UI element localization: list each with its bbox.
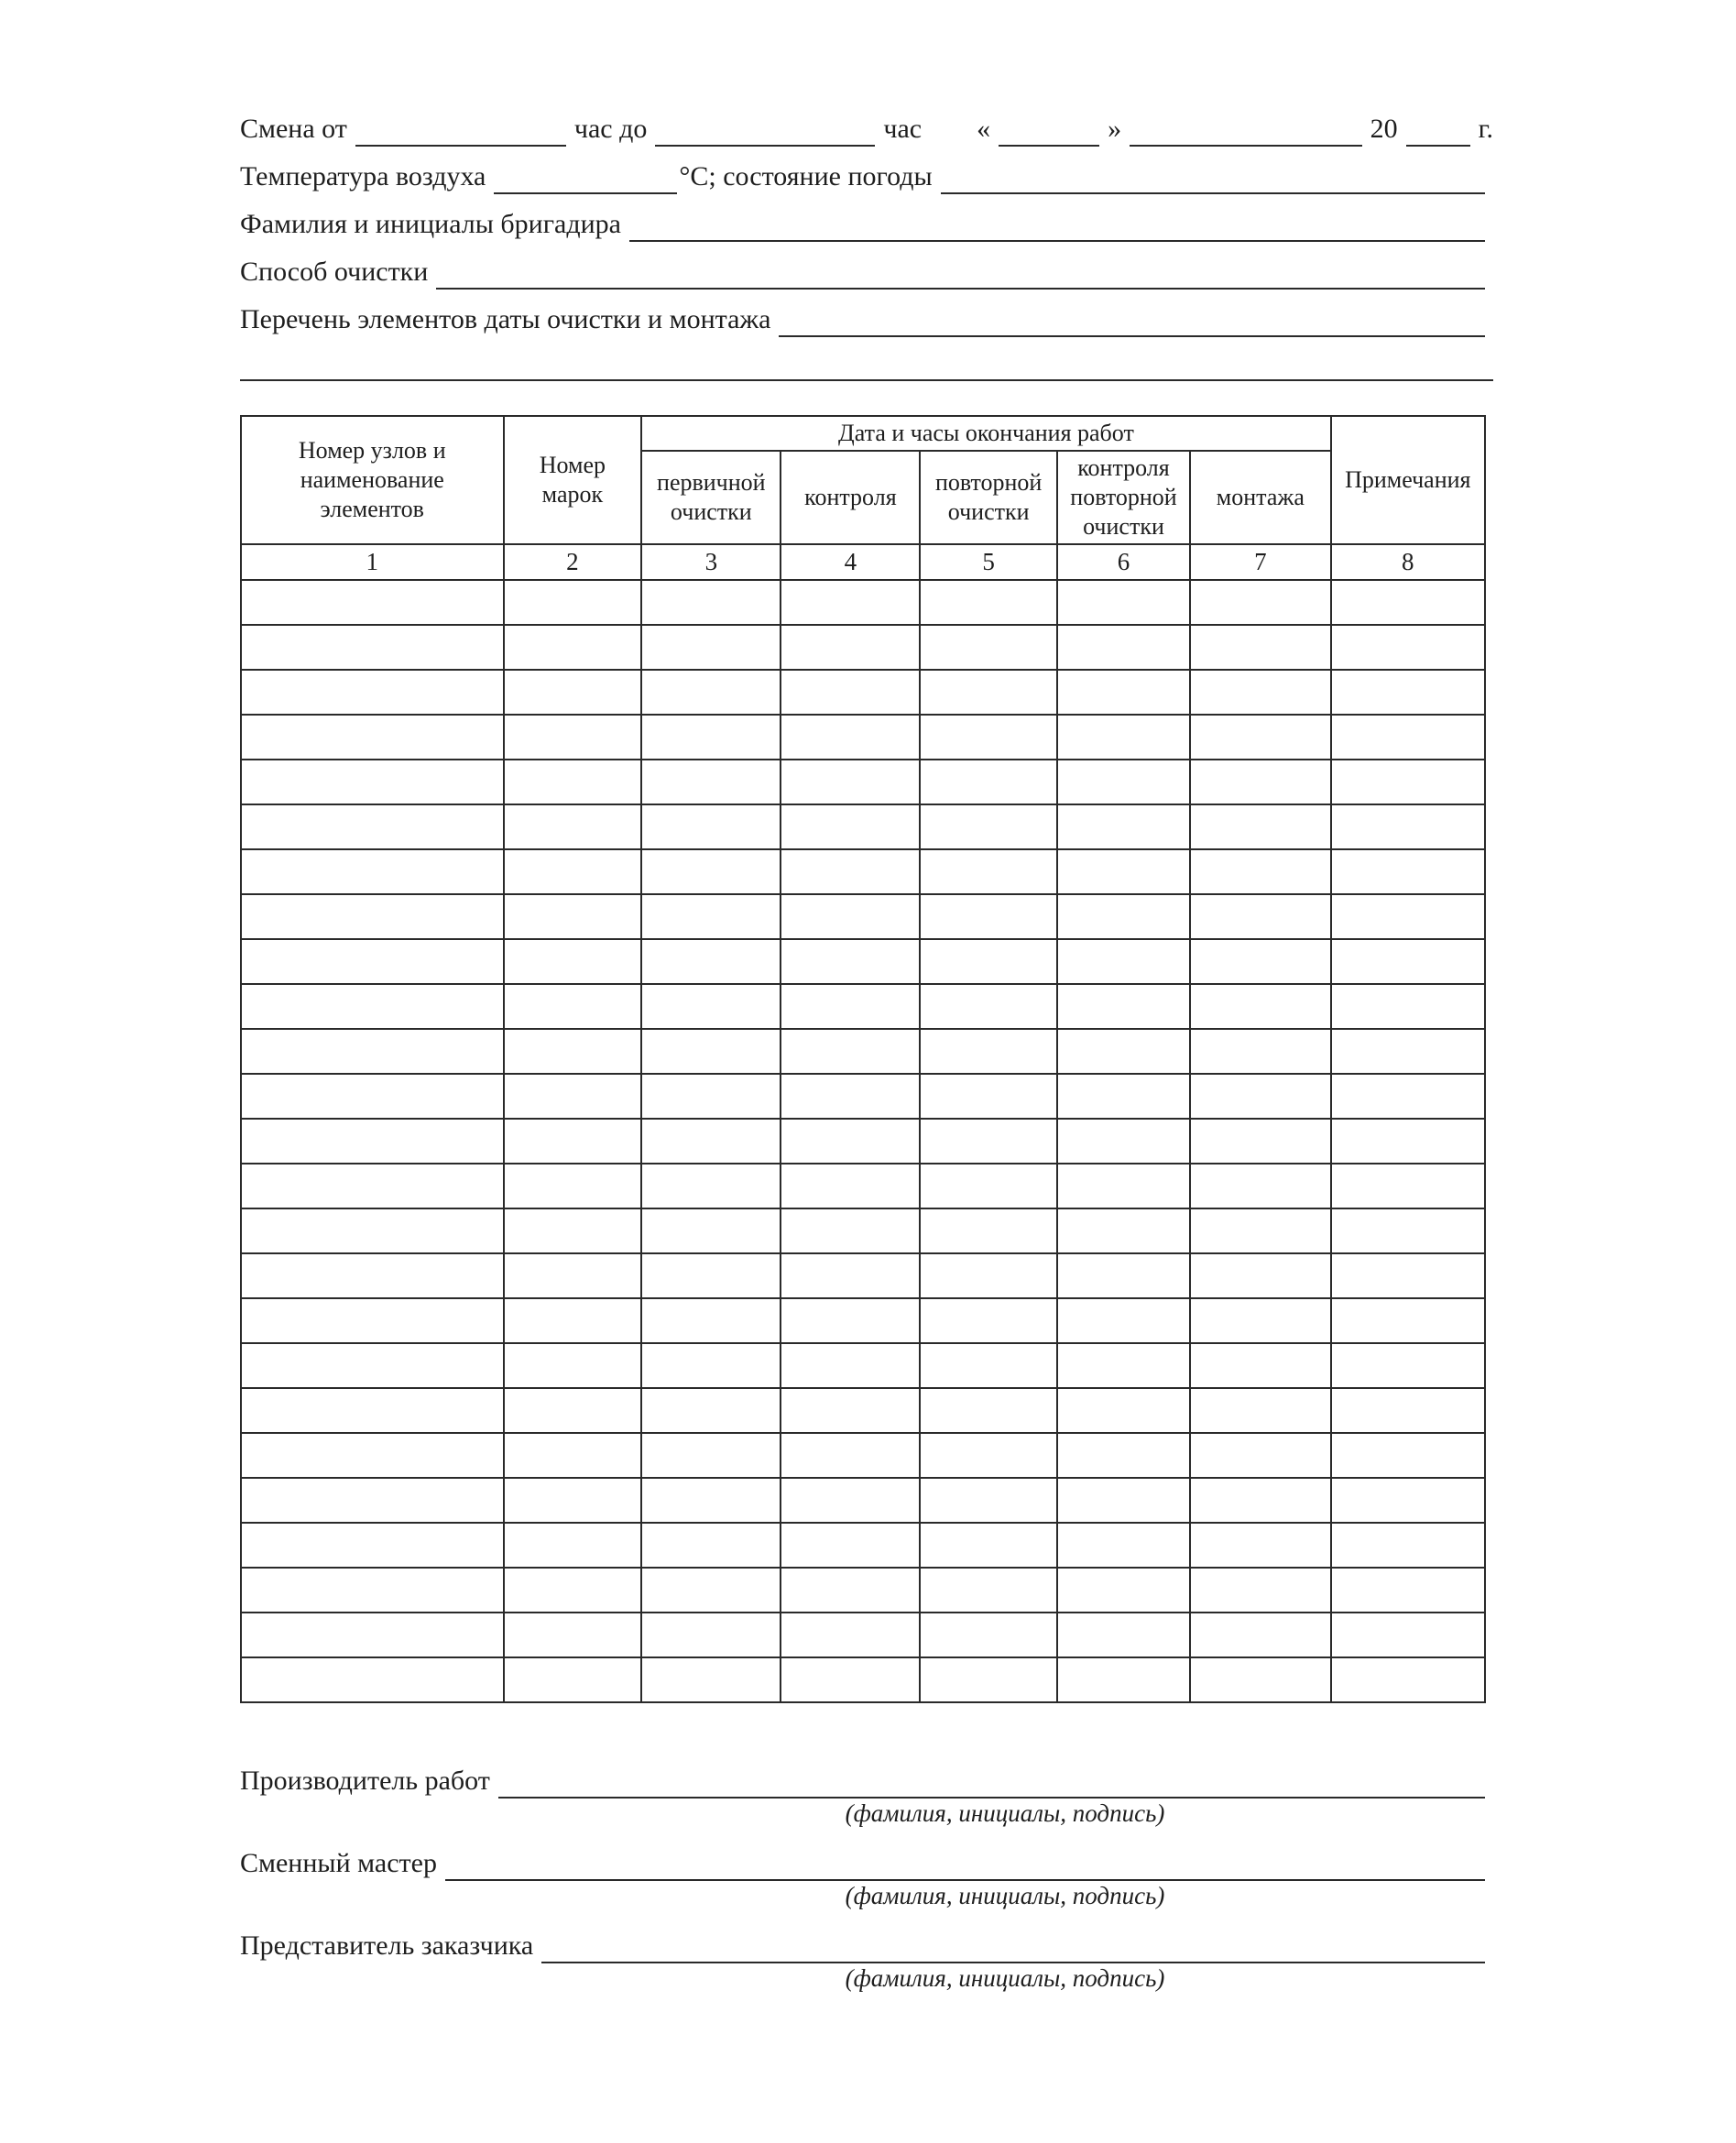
empty-cell [241,1478,504,1523]
empty-cell [781,715,920,760]
year-blank [1406,115,1470,147]
shift-from-blank [355,115,566,147]
empty-cell [504,1478,642,1523]
empty-cell [1057,760,1190,804]
empty-cell [504,715,642,760]
col-header-elements: Номер узлов и наименование элементов [241,416,504,544]
empty-cell [1190,984,1330,1029]
col-header-control: контроля [781,451,920,544]
empty-cell [1190,849,1330,894]
empty-cell [1331,1657,1485,1702]
empty-cell [920,804,1056,849]
empty-cell [1331,625,1485,670]
empty-cell [504,984,642,1029]
table-row [241,939,1485,984]
empty-cell [241,1388,504,1433]
customer-representative-signature-blank [541,1932,1485,1963]
empty-cell [241,1298,504,1343]
customer-representative-label: Представитель заказчика [240,1930,534,1961]
empty-cell [920,670,1056,715]
table-row [241,1657,1485,1702]
empty-cell [1190,1433,1330,1478]
empty-cell [1190,1074,1330,1119]
empty-cell [1190,580,1330,625]
empty-cell [920,1253,1056,1298]
empty-cell [1331,1298,1485,1343]
empty-cell [781,1029,920,1074]
empty-cell [1190,1029,1330,1074]
empty-cell [504,1568,642,1613]
empty-cell [241,1613,504,1657]
shift-line [240,112,1493,147]
empty-cell [641,939,781,984]
empty-cell [781,1074,920,1119]
shift-to-blank [655,115,875,147]
col-header-primary-cleaning: первичной очистки [641,451,781,544]
empty-cell [1331,849,1485,894]
table-row [241,580,1485,625]
empty-cell [504,1208,642,1253]
table-row [241,715,1485,760]
empty-cell [1057,804,1190,849]
empty-cell [920,1523,1056,1568]
hour-label: час [883,114,923,144]
empty-cell [241,1074,504,1119]
empty-cell [1190,625,1330,670]
table-row [241,670,1485,715]
empty-cell [920,1164,1056,1208]
shift-master-label: Сменный мастер [240,1847,437,1878]
empty-cell [504,1523,642,1568]
empty-cell [920,1298,1056,1343]
empty-cell [920,1433,1056,1478]
empty-cell [1190,1523,1330,1568]
producer-signature-blank [498,1767,1485,1799]
table-row [241,1029,1485,1074]
empty-cell [1057,1388,1190,1433]
empty-cell [1331,1253,1485,1298]
empty-cell [920,1388,1056,1433]
empty-cell [241,939,504,984]
empty-cell [920,1343,1056,1388]
continuation-blank [240,354,1493,381]
empty-cell [781,1433,920,1478]
empty-cell [1057,984,1190,1029]
empty-cell [641,1568,781,1613]
quote-open: « [977,114,991,144]
temperature-label: Температура воздуха [240,161,486,191]
table-body [241,580,1485,1702]
foreman-label: Фамилия и инициалы бригадира [240,209,621,239]
col-header-date-hours-group: Дата и часы окончания работ [641,416,1330,451]
empty-cell [1057,625,1190,670]
empty-cell [241,984,504,1029]
empty-cell [241,760,504,804]
empty-cell [1057,715,1190,760]
col-header-mark-number: Номер марок [504,416,642,544]
empty-cell [1331,1478,1485,1523]
empty-cell [781,580,920,625]
empty-cell [1057,1657,1190,1702]
empty-cell [781,1343,920,1388]
empty-cell [781,849,920,894]
empty-cell [781,939,920,984]
empty-cell [920,1074,1056,1119]
empty-cell [781,804,920,849]
empty-cell [241,625,504,670]
empty-cell [781,1657,920,1702]
empty-cell [1190,1253,1330,1298]
weather-label: °С; состояние погоды [679,161,933,191]
table-row [241,1208,1485,1253]
empty-cell [641,1523,781,1568]
empty-cell [241,1119,504,1164]
empty-cell [781,1298,920,1343]
empty-cell [1190,670,1330,715]
empty-cell [641,1657,781,1702]
century-label: 20 [1370,114,1398,144]
empty-cell [641,1343,781,1388]
empty-cell [641,1433,781,1478]
empty-cell [1057,1433,1190,1478]
empty-cell [504,1253,642,1298]
column-number-row [241,544,1485,580]
empty-cell [504,1388,642,1433]
signature-caption: (фамилия, инициалы, подпись) [845,1963,1165,1992]
empty-cell [1057,1029,1190,1074]
empty-cell [1057,580,1190,625]
empty-cell [781,625,920,670]
signature-caption: (фамилия, инициалы, подпись) [845,1881,1165,1909]
empty-cell [1190,1208,1330,1253]
empty-cell [1331,1613,1485,1657]
empty-cell [641,849,781,894]
table-row [241,804,1485,849]
empty-cell [1190,1298,1330,1343]
table-row [241,849,1485,894]
empty-cell [920,1029,1056,1074]
col-header-repeat-cleaning: повторной очистки [920,451,1056,544]
empty-cell [641,580,781,625]
day-blank [999,115,1099,147]
empty-cell [920,1119,1056,1164]
empty-cell [781,1478,920,1523]
empty-cell [920,1568,1056,1613]
empty-cell [504,939,642,984]
empty-cell [504,1164,642,1208]
foreman-blank [629,211,1485,242]
empty-cell [1190,715,1330,760]
empty-cell [781,1523,920,1568]
empty-cell [1331,760,1485,804]
empty-cell [1190,1388,1330,1433]
empty-cell [641,1164,781,1208]
empty-cell [1331,670,1485,715]
col-header-mounting: монтажа [1190,451,1330,544]
empty-cell [1331,580,1485,625]
empty-cell [920,580,1056,625]
empty-cell [1190,1343,1330,1388]
signature-producer [240,1764,1493,1829]
elements-list-line [240,302,1493,337]
table-row [241,1433,1485,1478]
empty-cell [241,670,504,715]
signature-caption: (фамилия, инициалы, подпись) [845,1799,1165,1827]
empty-cell [1057,1478,1190,1523]
empty-cell [504,1613,642,1657]
table-row [241,1568,1485,1613]
empty-cell [241,894,504,939]
empty-cell [781,1253,920,1298]
empty-cell [504,1433,642,1478]
table-row [241,1343,1485,1388]
empty-cell [920,894,1056,939]
table-row [241,1478,1485,1523]
empty-cell [1190,1164,1330,1208]
empty-cell [1057,1253,1190,1298]
column-number: 2 [504,544,642,580]
empty-cell [1057,849,1190,894]
table-row [241,1388,1485,1433]
cleaning-method-blank [436,258,1485,290]
empty-cell [504,1343,642,1388]
empty-cell [1190,939,1330,984]
foreman-line [240,207,1493,242]
empty-cell [920,1478,1056,1523]
shift-master-signature-blank [445,1850,1485,1881]
col-header-notes: Примечания [1331,416,1485,544]
empty-cell [1190,1568,1330,1613]
table-row [241,1523,1485,1568]
empty-cell [241,1343,504,1388]
empty-cell [241,1029,504,1074]
form-content [240,112,1493,2011]
empty-cell [504,804,642,849]
empty-cell [504,1298,642,1343]
empty-cell [1057,1208,1190,1253]
empty-cell [781,760,920,804]
empty-cell [641,1253,781,1298]
column-number: 5 [920,544,1056,580]
signature-shift-master [240,1846,1493,1911]
empty-cell [920,760,1056,804]
empty-cell [641,1298,781,1343]
empty-cell [241,1568,504,1613]
elements-list-label: Перечень элементов даты очистки и монтажа [240,304,771,334]
empty-cell [1331,1074,1485,1119]
empty-cell [1331,1568,1485,1613]
empty-cell [920,715,1056,760]
empty-cell [641,1119,781,1164]
empty-cell [641,1074,781,1119]
empty-cell [781,1164,920,1208]
cleaning-method-label: Способ очистки [240,257,429,287]
empty-cell [1057,1074,1190,1119]
empty-cell [1057,1613,1190,1657]
empty-cell [1190,1657,1330,1702]
empty-cell [504,849,642,894]
signature-customer-representative [240,1929,1493,1994]
year-suffix-label: г. [1478,114,1493,144]
column-number: 3 [641,544,781,580]
table-row [241,984,1485,1029]
empty-cell [241,1208,504,1253]
empty-cell [1057,1343,1190,1388]
empty-cell [1331,1433,1485,1478]
empty-cell [504,1119,642,1164]
empty-cell [920,849,1056,894]
empty-cell [641,984,781,1029]
empty-cell [504,894,642,939]
column-number: 6 [1057,544,1190,580]
empty-cell [641,1613,781,1657]
table-row [241,894,1485,939]
empty-cell [1057,670,1190,715]
empty-cell [781,1208,920,1253]
empty-cell [1331,804,1485,849]
empty-cell [781,1388,920,1433]
empty-cell [504,760,642,804]
empty-cell [1190,1613,1330,1657]
empty-cell [1057,1164,1190,1208]
temperature-line [240,159,1493,194]
empty-cell [641,1208,781,1253]
empty-cell [504,580,642,625]
empty-cell [1057,894,1190,939]
empty-cell [1331,715,1485,760]
empty-cell [920,1208,1056,1253]
empty-cell [241,849,504,894]
empty-cell [1331,1523,1485,1568]
work-log-table [240,415,1486,1703]
empty-cell [241,1253,504,1298]
empty-cell [781,1568,920,1613]
empty-cell [1190,1478,1330,1523]
empty-cell [781,1119,920,1164]
table-row [241,760,1485,804]
empty-cell [1057,939,1190,984]
empty-cell [641,1478,781,1523]
empty-cell [504,1074,642,1119]
shift-from-label: Смена от [240,114,347,144]
table-row [241,1119,1485,1164]
empty-cell [504,1657,642,1702]
elements-list-blank [779,306,1485,337]
table-row [241,1298,1485,1343]
empty-cell [641,715,781,760]
empty-cell [1057,1568,1190,1613]
empty-cell [241,1164,504,1208]
column-number: 8 [1331,544,1485,580]
empty-cell [1057,1119,1190,1164]
empty-cell [1190,760,1330,804]
table-row [241,1253,1485,1298]
empty-cell [641,670,781,715]
table-row [241,1164,1485,1208]
empty-cell [1331,984,1485,1029]
empty-cell [1331,1208,1485,1253]
empty-cell [920,1657,1056,1702]
empty-cell [1331,1388,1485,1433]
empty-cell [1331,939,1485,984]
empty-cell [920,625,1056,670]
empty-cell [504,625,642,670]
weather-blank [941,163,1485,194]
empty-cell [1331,1119,1485,1164]
empty-cell [641,760,781,804]
empty-cell [1331,894,1485,939]
producer-label: Производитель работ [240,1765,490,1796]
empty-cell [241,804,504,849]
month-blank [1130,115,1361,147]
empty-cell [241,580,504,625]
empty-cell [1190,1119,1330,1164]
shift-to-label: час до [573,114,648,144]
empty-cell [641,804,781,849]
empty-cell [1331,1343,1485,1388]
empty-cell [241,1433,504,1478]
empty-cell [781,670,920,715]
empty-cell [504,670,642,715]
temperature-blank [494,163,677,194]
empty-cell [641,1388,781,1433]
table-row [241,1074,1485,1119]
empty-cell [241,1523,504,1568]
empty-cell [504,1029,642,1074]
empty-cell [641,625,781,670]
header-row-top [241,416,1485,451]
column-number: 7 [1190,544,1330,580]
empty-cell [920,984,1056,1029]
empty-cell [781,1613,920,1657]
empty-cell [920,1613,1056,1657]
empty-cell [1190,894,1330,939]
empty-cell [1190,804,1330,849]
empty-cell [1331,1029,1485,1074]
empty-cell [641,894,781,939]
empty-cell [781,894,920,939]
col-header-repeat-control: контроля повторной очистки [1057,451,1190,544]
column-number: 1 [241,544,504,580]
cleaning-method-line [240,255,1493,290]
empty-cell [1057,1523,1190,1568]
empty-cell [641,1029,781,1074]
empty-cell [241,1657,504,1702]
empty-cell [920,939,1056,984]
empty-cell [241,715,504,760]
table-row [241,625,1485,670]
empty-cell [1057,1298,1190,1343]
table-row [241,1613,1485,1657]
empty-cell [1331,1164,1485,1208]
empty-cell [781,984,920,1029]
column-number: 4 [781,544,920,580]
quote-close: » [1108,114,1122,144]
signature-block [240,1764,1493,1994]
